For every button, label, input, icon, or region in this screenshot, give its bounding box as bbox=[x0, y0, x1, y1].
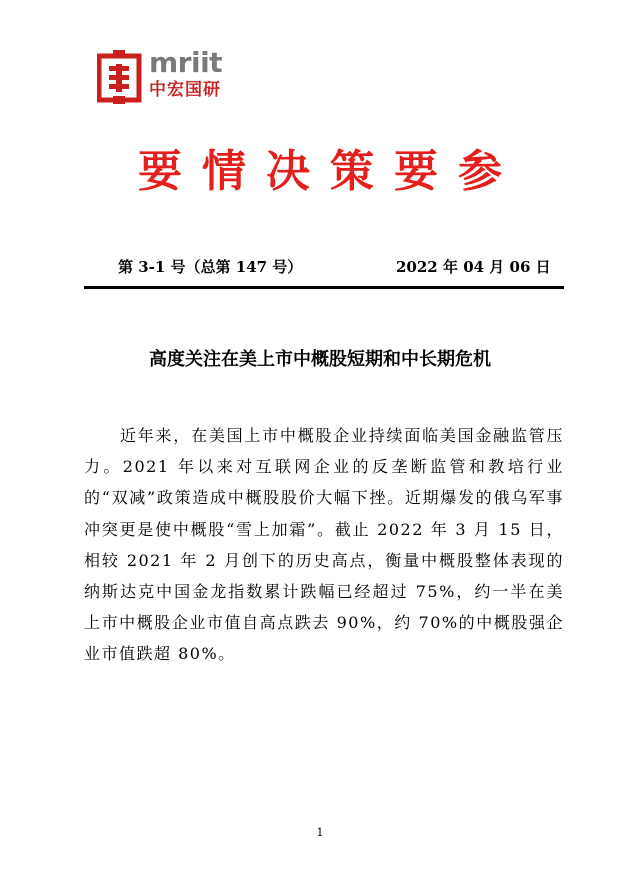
logo-chinese-text: 中宏国研 bbox=[149, 80, 221, 100]
header-divider bbox=[84, 286, 564, 289]
mriit-logo-mark-icon bbox=[97, 50, 143, 104]
publication-masthead: 要情决策要参 bbox=[138, 146, 522, 197]
article-paragraph: 近年来，在美国上市中概股企业持续面临美国金融监管压力。2021 年以来对互联网企业的反垄断监管和教培行业的“双减”政策造成中概股股价大幅下挫。近期爆发的俄乌军事冲突更是使中概股“雪上加霜”。截止 2022 年 3 月 15 日，相较 2021 年 2 月创下的历史高点，衡量中概股整体表现的纳斯达克中国金龙指数累计跌幅已经超过 75%，约一半在美上市中概股企业市值自高点跌去 90%，约 70%的中概股强企业市值跌超 80%。 bbox=[84, 426, 564, 664]
logo-english-text: mriit bbox=[149, 46, 223, 79]
mriit-logo bbox=[97, 48, 237, 106]
issue-date: 2022 年 04 月 06 日 bbox=[396, 258, 551, 276]
issue-number: 第 3-1 号（总第 147 号） bbox=[118, 258, 303, 276]
page-number: 1 bbox=[316, 826, 324, 839]
article-title: 高度关注在美上市中概股短期和中长期危机 bbox=[149, 349, 491, 370]
